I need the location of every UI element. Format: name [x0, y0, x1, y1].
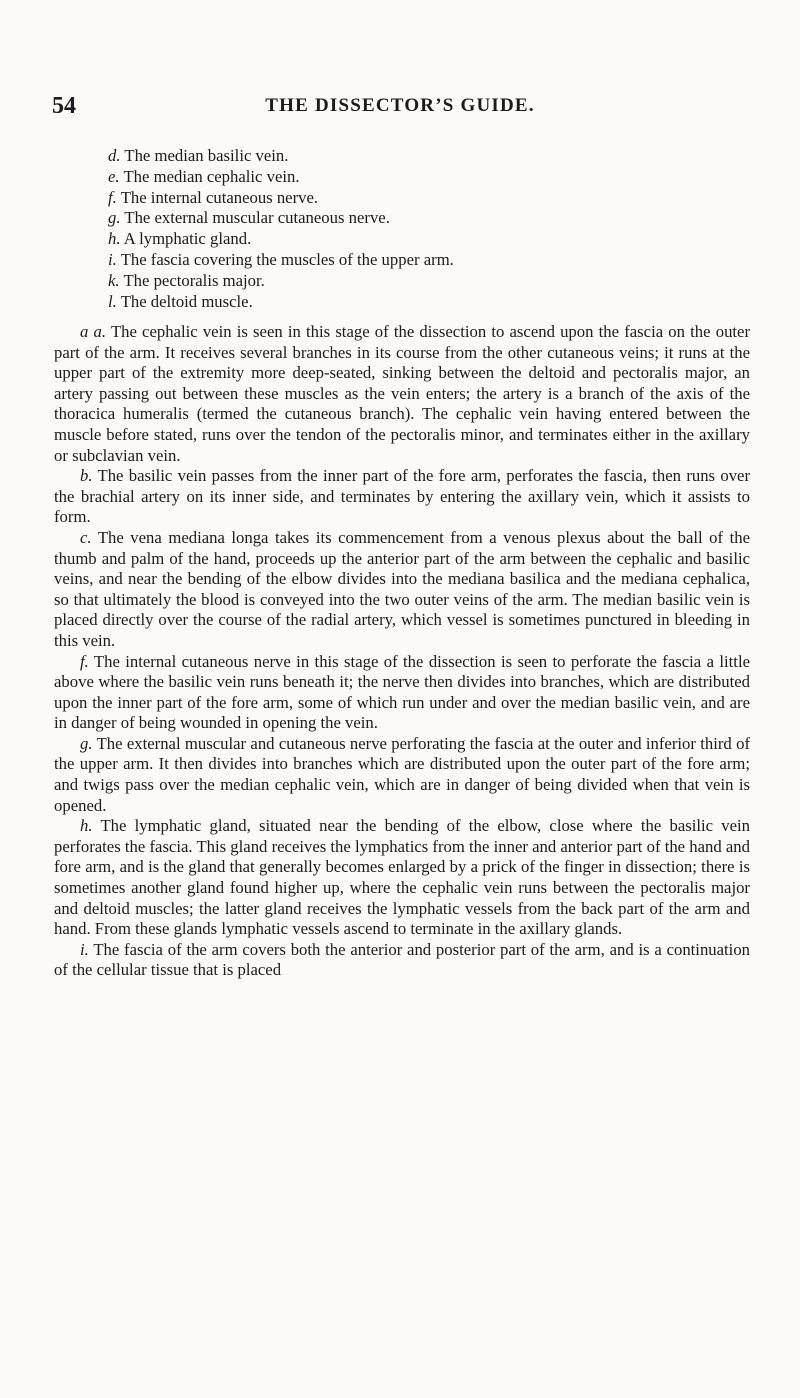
legend-letter: f. — [108, 187, 117, 207]
paragraph-text: The internal cutaneous nerve in this stage of the dissection is seen to perforate the fascia a little above where the basilic vein runs beneath it; the nerve then divides into branches, which are distributed upon the inner part of the fore arm, some of which run under and over the median basilic vein, and are in danger of being wounded in opening the vein. — [54, 651, 750, 733]
legend-letter: i. — [108, 249, 117, 269]
legend-text: The external muscular cutaneous nerve. — [124, 208, 390, 228]
paragraph-text: The external muscular and cutaneous nerve perforating the fascia at the outer and inferior third of the upper arm. It then divides into branches which are distributed upon the outer part of the fore arm; and twigs pass over the median cephalic vein, which are in danger of being divided when that vein is opened. — [54, 733, 751, 815]
legend-text: The pectoralis major. — [123, 270, 265, 290]
paragraph-letter: i. — [80, 939, 89, 959]
legend-item — [108, 229, 748, 250]
page-header — [52, 88, 748, 124]
paragraph-fascia — [54, 940, 750, 981]
paragraph-letter: f. — [80, 651, 89, 671]
legend-text: The median basilic vein. — [124, 146, 289, 165]
legend-letter: d. — [108, 146, 121, 165]
legend-letter: e. — [108, 166, 120, 186]
body-text — [54, 322, 750, 981]
legend-text: A lymphatic gland. — [123, 229, 252, 249]
page-number: 54 — [52, 92, 76, 119]
legend-letter: g. — [108, 208, 121, 228]
legend-item — [108, 167, 748, 188]
legend-letter: l. — [108, 291, 117, 311]
paragraph-text: The basilic vein passes from the inner part of the fore arm, perforates the fascia, then runs over the brachial artery on its inner side, and terminates by entering the axillary vein, which it assists to form. — [54, 466, 750, 527]
legend-text: The median cephalic vein. — [123, 166, 300, 186]
paragraph-letter: b. — [80, 466, 93, 486]
paragraph-external-cutaneous-nerve — [54, 734, 750, 816]
legend-item — [108, 208, 748, 229]
paragraph-cephalic-vein — [54, 322, 750, 466]
legend-item — [108, 292, 748, 313]
paragraph-internal-cutaneous-nerve — [54, 652, 750, 734]
legend-letter: k. — [108, 270, 120, 290]
figure-legend — [108, 146, 748, 312]
paragraph-text: The lymphatic gland, situated near the bending of the elbow, close where the basilic vein perforates the fascia. This gland receives the lymphatics from the inner and anterior part of the hand and fore arm, and is the gland that generally becomes enlarged by a prick of the finger in dissection; there is sometimes another gland found higher up, where the cephalic vein runs between the pectoralis major and deltoid muscles; the latter gland receives the lymphatic vessels from the back part of the arm and hand. From these glands lymphatic vessels ascend to terminate in the axillary glands. — [54, 816, 751, 939]
paragraph-lymphatic-gland — [54, 816, 750, 940]
legend-text: The deltoid muscle. — [120, 291, 253, 311]
legend-item — [108, 250, 748, 271]
paragraph-text: The cephalic vein is seen in this stage of the dissection to ascend upon the fascia on the outer part of the arm. It receives several branches in its course from the other cutaneous veins; it runs at the upper part of the extremity more deep-seated, sinking between the deltoid and pectoralis major, an artery passing out between these muscles as the vein enters; the artery is a branch of the axis of the thoracica humeralis (termed the cutaneous branch). The cephalic vein having entered between the muscle before stated, runs over the tendon of the pectoralis minor, and terminates either in the axillary or subclavian vein. — [54, 322, 751, 465]
paragraph-letter: g. — [80, 733, 93, 753]
legend-item — [108, 146, 748, 167]
paragraph-letter: c. — [80, 527, 92, 547]
paragraph-letter: h. — [80, 816, 93, 836]
paragraph-vena-mediana — [54, 528, 750, 652]
paragraph-text: The vena mediana longa takes its commencement from a venous plexus about the ball of the thumb and palm of the hand, proceeds up the anterior part of the arm between the cephalic and basilic veins, and near the bending of the elbow divides into the mediana basilica and the mediana cephalica, so that ultimately the blood is conveyed into the two outer veins of the arm. The median basilic vein is placed directly over the course of the radial artery, which vessel is sometimes punctured in bleeding in this vein. — [54, 527, 750, 650]
legend-item — [108, 188, 748, 209]
legend-item — [108, 271, 748, 292]
legend-letter: h. — [108, 229, 121, 249]
legend-text: The fascia covering the muscles of the upper arm. — [120, 249, 454, 269]
legend-text: The internal cutaneous nerve. — [120, 187, 319, 207]
paragraph-text: The fascia of the arm covers both the anterior and posterior part of the arm, and is a continuation of the cellular tissue that is placed — [54, 939, 751, 980]
paragraph-letter: a a. — [80, 322, 107, 341]
paragraph-basilic-vein — [54, 466, 750, 528]
running-head: THE DISSECTOR’S GUIDE. — [265, 95, 535, 116]
